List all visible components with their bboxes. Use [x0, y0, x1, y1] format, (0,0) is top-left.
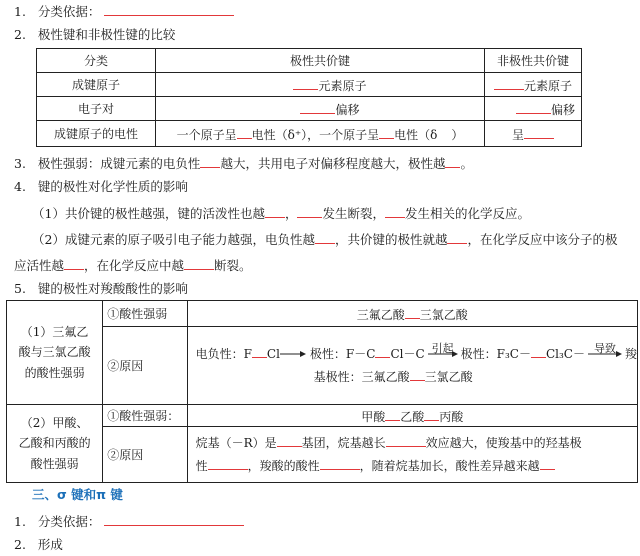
label-line: 的酸性强弱: [24, 365, 85, 380]
sub-label: ②原因: [103, 327, 187, 405]
cell-text: 偏移: [550, 102, 575, 117]
text: 极性：F－C: [309, 346, 376, 361]
answer-blank[interactable]: [386, 435, 426, 447]
item-2: [14, 29, 175, 42]
row-label: 电子对: [37, 97, 156, 121]
label-line: （2）甲酸、: [20, 415, 89, 430]
answer-blank[interactable]: [375, 346, 390, 358]
answer-blank[interactable]: [277, 435, 302, 447]
row-label: 成键原子: [37, 73, 156, 97]
label-line: （1）三氟乙: [20, 324, 89, 339]
text: 发生断裂，: [322, 206, 385, 221]
reason-line-1: [196, 432, 637, 455]
reason-line-2: [196, 366, 637, 389]
sub-label: ②原因: [103, 427, 187, 483]
item-label: 形成: [37, 537, 63, 552]
answer-blank[interactable]: [265, 206, 285, 218]
item-label: 分类依据：: [37, 4, 101, 19]
reason-cell: [187, 327, 637, 405]
item-number: 2.: [14, 537, 26, 552]
text: ，: [284, 206, 298, 221]
text: Cl－C: [390, 346, 425, 361]
answer-blank[interactable]: [208, 458, 248, 470]
answer-blank[interactable]: [300, 102, 335, 114]
answer-blank[interactable]: [540, 458, 555, 470]
text: ，在化学反应中该分子的极: [467, 232, 618, 247]
answer-blank[interactable]: [320, 458, 360, 470]
item-4-sentence-2: [32, 232, 618, 247]
item-4-sentence-2-cont: [14, 258, 252, 273]
text: 三氯乙酸: [424, 369, 473, 384]
item-number: 2.: [14, 27, 26, 42]
acid-strength-cell: [187, 405, 637, 427]
answer-blank[interactable]: [516, 102, 551, 114]
carboxylic-acid-table: [6, 300, 638, 483]
text: 基极性：三氟乙酸: [313, 369, 410, 384]
text: （2）成键元素的原子吸引电子能力越强，电负性越: [32, 232, 315, 247]
answer-blank[interactable]: [293, 78, 318, 90]
arrow-icon: [428, 342, 458, 358]
text: ，共价键的极性就越: [334, 232, 448, 247]
arrow-label: 引起: [431, 342, 454, 356]
answer-blank[interactable]: [252, 346, 267, 358]
text: 三氯乙酸: [419, 307, 468, 322]
answer-blank[interactable]: [494, 78, 524, 90]
answer-blank[interactable]: [315, 232, 335, 244]
answer-blank[interactable]: [524, 127, 554, 139]
reason-cell: [187, 427, 637, 483]
reason-line-1: [196, 343, 637, 366]
answer-blank[interactable]: [385, 409, 400, 421]
item-7: [14, 539, 63, 552]
cell-nonpolar: [485, 73, 582, 97]
bond-comparison-table: [36, 48, 582, 147]
answer-blank[interactable]: [64, 258, 84, 270]
text: 极性：F₃C－: [460, 346, 531, 361]
row-label: 成键原子的电性: [37, 121, 156, 147]
item-4-sentence-1: [32, 206, 530, 221]
cell-polar: [156, 97, 485, 121]
text: ，羧酸的酸性: [247, 458, 320, 473]
sub-label: ①酸性强弱: [103, 301, 187, 327]
reason-line-2: [196, 455, 637, 478]
row-group-label: [7, 301, 103, 405]
item-number: 1.: [14, 4, 26, 19]
text: Cl: [266, 346, 280, 361]
answer-blank[interactable]: [104, 4, 234, 16]
item-title: 键的极性对羧酸酸性的影响: [37, 281, 188, 296]
text: （1）共价键的极性越强，键的活泼性也越: [32, 206, 265, 221]
text: 效应越大，使羧基中的羟基极: [425, 435, 582, 450]
section-heading: 三、σ 键和π 键: [32, 487, 123, 502]
answer-blank[interactable]: [410, 369, 425, 381]
item-5: [14, 283, 188, 296]
arrow-icon: [588, 342, 622, 358]
item-3: [14, 156, 473, 171]
header-nonpolar: 非极性共价键: [485, 49, 582, 73]
acid-strength-cell: [187, 301, 637, 327]
label-line: 乙酸和丙酸的: [18, 436, 91, 451]
text: ，在化学反应中越: [84, 258, 185, 273]
cell-text: ）: [451, 127, 464, 142]
text: Cl₃C－: [545, 346, 585, 361]
text: 三氟乙酸: [356, 307, 405, 322]
text: 断裂。: [214, 258, 252, 273]
text: 性: [195, 458, 208, 473]
text: 乙酸: [400, 409, 425, 424]
item-1: [14, 4, 234, 19]
answer-blank[interactable]: [297, 206, 322, 218]
answer-blank[interactable]: [424, 409, 439, 421]
answer-blank[interactable]: [447, 232, 467, 244]
answer-blank[interactable]: [379, 127, 394, 139]
cell-polar: [156, 121, 485, 147]
item-number: 3.: [14, 156, 26, 171]
answer-blank[interactable]: [184, 258, 214, 270]
cell-text: 一个原子呈: [176, 127, 237, 142]
answer-blank[interactable]: [237, 127, 252, 139]
item-title: 极性键和非极性键的比较: [37, 27, 176, 42]
text: ，随着烷基加长，酸性差异越来越: [359, 458, 540, 473]
text: 电负性：F: [195, 346, 252, 361]
item-number: 4.: [14, 179, 26, 194]
label-line: 酸性强弱: [30, 456, 79, 471]
cell-text: 元素原子: [523, 78, 572, 93]
arrow-label: 导致: [593, 342, 616, 356]
item-text: 极性强弱：成键元素的电负性: [37, 156, 201, 171]
arrow-icon: [280, 350, 306, 358]
row-group-label: [7, 405, 103, 483]
sub-label: ①酸性强弱：: [103, 405, 187, 427]
cell-text: 电性（δ: [394, 127, 438, 142]
header-category: 分类: [37, 49, 156, 73]
answer-blank[interactable]: [531, 346, 546, 358]
text: 应活性越: [14, 258, 65, 273]
item-4: [14, 181, 188, 194]
cell-text: 电性（δ⁺），一个原子呈: [251, 127, 380, 142]
item-label: 分类依据：: [37, 514, 101, 529]
text: 发生相关的化学反应。: [405, 206, 531, 221]
text: 烷基（－R）是: [195, 435, 277, 450]
answer-blank[interactable]: [445, 156, 460, 168]
cell-nonpolar: [485, 121, 582, 147]
item-text: 越大，共用电子对偏移程度越大，极性越: [220, 156, 446, 171]
cell-polar: [156, 73, 485, 97]
header-polar: 极性共价键: [156, 49, 485, 73]
item-text: 。: [460, 156, 473, 171]
item-number: 1.: [14, 514, 26, 529]
item-6: [14, 514, 244, 529]
item-title: 键的极性对化学性质的影响: [37, 179, 188, 194]
text: 基团，烷基越长: [301, 435, 386, 450]
text: 甲酸: [361, 409, 386, 424]
text: 羧: [624, 346, 637, 361]
cell-nonpolar: [485, 97, 582, 121]
answer-blank[interactable]: [104, 514, 244, 526]
cell-text: 呈: [511, 127, 524, 142]
answer-blank[interactable]: [200, 156, 220, 168]
answer-blank[interactable]: [405, 307, 420, 319]
answer-blank[interactable]: [385, 206, 405, 218]
cell-text: 元素原子: [318, 78, 367, 93]
item-number: 5.: [14, 281, 26, 296]
cell-text: 偏移: [335, 102, 360, 117]
label-line: 酸与三氯乙酸: [18, 345, 91, 360]
text: 丙酸: [439, 409, 464, 424]
